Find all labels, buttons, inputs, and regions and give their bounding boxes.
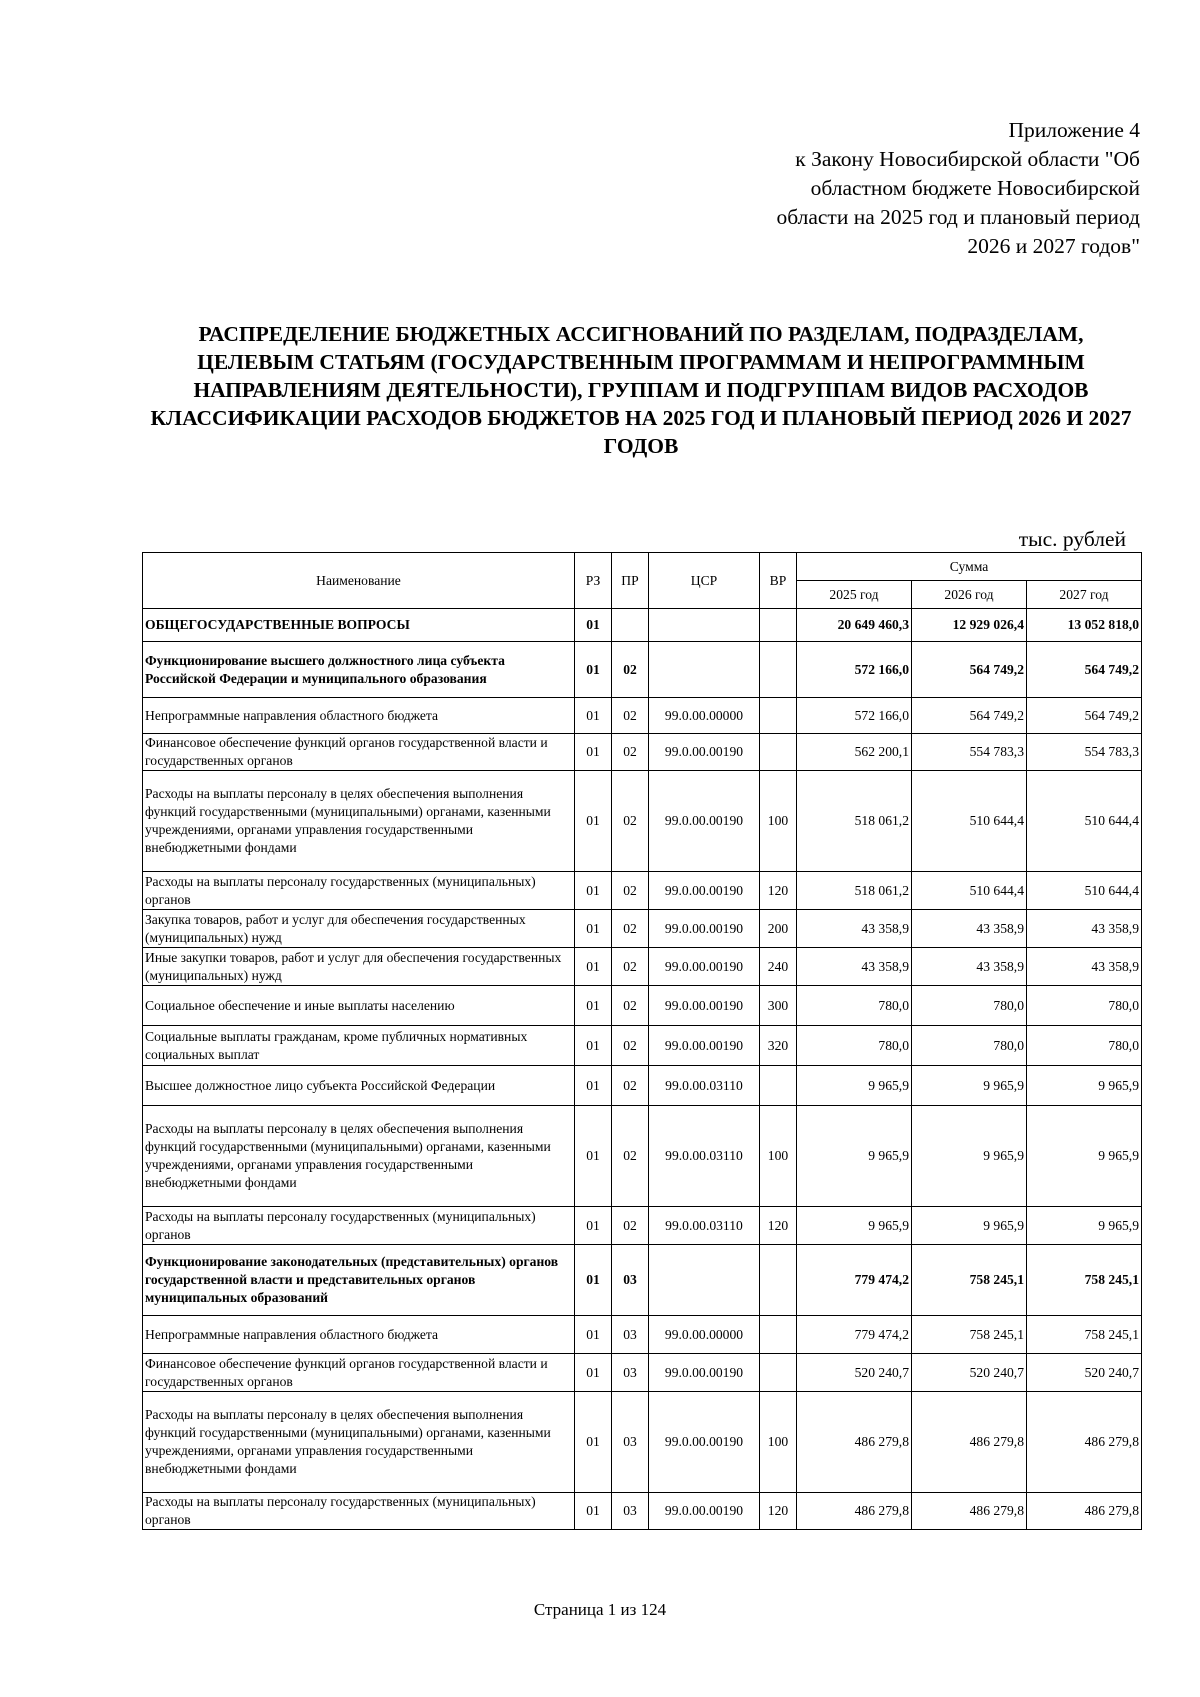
cell-v2025: 518 061,2 <box>797 771 912 872</box>
cell-name: Расходы на выплаты персоналу в целях обеспечения выполнения функций государственными (муниципальными) органами, казенными учреждениями, органами управления государственными внебюджетными фондами <box>143 1106 575 1207</box>
cell-name: Финансовое обеспечение функций органов государственной власти и государственных органов <box>143 1354 575 1392</box>
cell-pr: 02 <box>612 1106 649 1207</box>
cell-pr: 02 <box>612 948 649 986</box>
cell-v2027: 780,0 <box>1027 1026 1142 1066</box>
cell-v2027: 554 783,3 <box>1027 734 1142 771</box>
cell-csr: 99.0.00.00190 <box>649 948 760 986</box>
cell-name: Высшее должностное лицо субъекта Российской Федерации <box>143 1066 575 1106</box>
appendix-line: к Закону Новосибирской области "Об <box>795 147 1140 171</box>
cell-pr <box>612 609 649 642</box>
cell-name: Социальное обеспечение и иные выплаты населению <box>143 986 575 1026</box>
cell-csr <box>649 609 760 642</box>
cell-v2025: 779 474,2 <box>797 1245 912 1316</box>
appendix-note <box>720 116 1140 261</box>
cell-name: Финансовое обеспечение функций органов государственной власти и государственных органов <box>143 734 575 771</box>
cell-v2025: 562 200,1 <box>797 734 912 771</box>
budget-table <box>142 552 1142 1530</box>
cell-csr: 99.0.00.03110 <box>649 1106 760 1207</box>
cell-v2027: 9 965,9 <box>1027 1066 1142 1106</box>
cell-v2027: 564 749,2 <box>1027 642 1142 698</box>
header-rz: РЗ <box>575 553 612 609</box>
cell-csr <box>649 1245 760 1316</box>
document-title: РАСПРЕДЕЛЕНИЕ БЮДЖЕТНЫХ АССИГНОВАНИЙ ПО РАЗДЕЛАМ, ПОДРАЗДЕЛАМ, ЦЕЛЕВЫМ СТАТЬЯМ (ГОСУДАРСТВЕННЫМ ПРОГРАММАМ И НЕПРОГРАММНЫМ НАПРАВЛЕНИЯМ ДЕЯТЕЛЬНОСТИ), ГРУППАМ И ПОДГРУППАМ ВИДОВ РАСХОДОВ КЛАССИФИКАЦИИ РАСХОДОВ БЮДЖЕТОВ НА 2025 ГОД И ПЛАНОВЫЙ ПЕРИОД 2026 И 2027 ГОДОВ <box>150 322 1132 458</box>
cell-name: Функционирование высшего должностного лица субъекта Российской Федерации и муниципального образования <box>143 642 575 698</box>
cell-rz: 01 <box>575 1207 612 1245</box>
cell-vr <box>760 642 797 698</box>
table-row <box>143 910 1142 948</box>
cell-v2026: 43 358,9 <box>912 948 1027 986</box>
cell-v2026: 486 279,8 <box>912 1392 1027 1493</box>
header-year-2025: 2025 год <box>797 581 912 609</box>
cell-vr: 300 <box>760 986 797 1026</box>
cell-v2025: 9 965,9 <box>797 1066 912 1106</box>
cell-csr: 99.0.00.00190 <box>649 734 760 771</box>
cell-vr <box>760 1245 797 1316</box>
cell-v2027: 486 279,8 <box>1027 1493 1142 1530</box>
cell-v2027: 43 358,9 <box>1027 910 1142 948</box>
table-row <box>143 986 1142 1026</box>
cell-rz: 01 <box>575 609 612 642</box>
header-csr: ЦСР <box>649 553 760 609</box>
cell-v2027: 520 240,7 <box>1027 1354 1142 1392</box>
cell-pr: 03 <box>612 1245 649 1316</box>
cell-v2026: 564 749,2 <box>912 698 1027 734</box>
cell-name: Социальные выплаты гражданам, кроме публичных нормативных социальных выплат <box>143 1026 575 1066</box>
cell-csr: 99.0.00.00190 <box>649 1493 760 1530</box>
cell-csr: 99.0.00.00000 <box>649 698 760 734</box>
cell-pr: 02 <box>612 910 649 948</box>
cell-vr: 100 <box>760 1392 797 1493</box>
table-row <box>143 1106 1142 1207</box>
cell-v2025: 780,0 <box>797 986 912 1026</box>
cell-rz: 01 <box>575 910 612 948</box>
cell-vr <box>760 609 797 642</box>
cell-name: Закупка товаров, работ и услуг для обеспечения государственных (муниципальных) нужд <box>143 910 575 948</box>
cell-v2027: 780,0 <box>1027 986 1142 1026</box>
cell-vr: 120 <box>760 872 797 910</box>
table-row <box>143 734 1142 771</box>
cell-vr <box>760 698 797 734</box>
cell-pr: 02 <box>612 1066 649 1106</box>
cell-pr: 02 <box>612 642 649 698</box>
cell-csr <box>649 642 760 698</box>
cell-csr: 99.0.00.00000 <box>649 1316 760 1354</box>
cell-v2027: 43 358,9 <box>1027 948 1142 986</box>
cell-rz: 01 <box>575 1245 612 1316</box>
cell-vr: 100 <box>760 1106 797 1207</box>
cell-pr: 02 <box>612 698 649 734</box>
cell-rz: 01 <box>575 1493 612 1530</box>
cell-v2025: 9 965,9 <box>797 1106 912 1207</box>
cell-pr: 02 <box>612 1207 649 1245</box>
cell-pr: 02 <box>612 986 649 1026</box>
cell-v2027: 510 644,4 <box>1027 872 1142 910</box>
cell-rz: 01 <box>575 1392 612 1493</box>
cell-csr: 99.0.00.00190 <box>649 771 760 872</box>
cell-name: Расходы на выплаты персоналу государственных (муниципальных) органов <box>143 1493 575 1530</box>
cell-vr: 320 <box>760 1026 797 1066</box>
cell-vr: 240 <box>760 948 797 986</box>
cell-v2026: 9 965,9 <box>912 1207 1027 1245</box>
table-row <box>143 1493 1142 1530</box>
cell-rz: 01 <box>575 698 612 734</box>
cell-rz: 01 <box>575 642 612 698</box>
cell-name: Расходы на выплаты персоналу государственных (муниципальных) органов <box>143 1207 575 1245</box>
cell-csr: 99.0.00.00190 <box>649 1354 760 1392</box>
cell-csr: 99.0.00.00190 <box>649 910 760 948</box>
cell-vr: 200 <box>760 910 797 948</box>
appendix-line: 2026 и 2027 годов" <box>967 234 1140 258</box>
cell-csr: 99.0.00.03110 <box>649 1207 760 1245</box>
cell-name: ОБЩЕГОСУДАРСТВЕННЫЕ ВОПРОСЫ <box>143 609 575 642</box>
cell-pr: 03 <box>612 1354 649 1392</box>
cell-v2026: 9 965,9 <box>912 1066 1027 1106</box>
cell-rz: 01 <box>575 1354 612 1392</box>
appendix-line: области на 2025 год и плановый период <box>776 205 1140 229</box>
cell-v2027: 564 749,2 <box>1027 698 1142 734</box>
cell-rz: 01 <box>575 1106 612 1207</box>
cell-rz: 01 <box>575 1066 612 1106</box>
cell-name: Непрограммные направления областного бюджета <box>143 698 575 734</box>
cell-v2026: 780,0 <box>912 1026 1027 1066</box>
cell-pr: 02 <box>612 872 649 910</box>
cell-csr: 99.0.00.00190 <box>649 1392 760 1493</box>
header-pr: ПР <box>612 553 649 609</box>
table-row <box>143 1066 1142 1106</box>
cell-v2025: 780,0 <box>797 1026 912 1066</box>
cell-name: Расходы на выплаты персоналу государственных (муниципальных) органов <box>143 872 575 910</box>
cell-csr: 99.0.00.03110 <box>649 1066 760 1106</box>
cell-name: Функционирование законодательных (представительных) органов государственной власти и представительных органов муниципальных образований <box>143 1245 575 1316</box>
cell-vr: 120 <box>760 1493 797 1530</box>
table-row <box>143 872 1142 910</box>
cell-v2026: 12 929 026,4 <box>912 609 1027 642</box>
cell-v2027: 758 245,1 <box>1027 1245 1142 1316</box>
cell-v2026: 43 358,9 <box>912 910 1027 948</box>
header-year-2027: 2027 год <box>1027 581 1142 609</box>
cell-v2026: 9 965,9 <box>912 1106 1027 1207</box>
cell-v2025: 20 649 460,3 <box>797 609 912 642</box>
cell-vr: 120 <box>760 1207 797 1245</box>
table-row <box>143 1207 1142 1245</box>
table-row <box>143 1245 1142 1316</box>
appendix-line: областном бюджете Новосибирской <box>810 176 1140 200</box>
cell-v2026: 780,0 <box>912 986 1027 1026</box>
cell-v2025: 486 279,8 <box>797 1493 912 1530</box>
cell-v2025: 486 279,8 <box>797 1392 912 1493</box>
cell-rz: 01 <box>575 986 612 1026</box>
cell-v2026: 564 749,2 <box>912 642 1027 698</box>
cell-rz: 01 <box>575 734 612 771</box>
cell-v2026: 520 240,7 <box>912 1354 1027 1392</box>
cell-pr: 03 <box>612 1392 649 1493</box>
cell-vr <box>760 734 797 771</box>
cell-v2027: 13 052 818,0 <box>1027 609 1142 642</box>
cell-pr: 03 <box>612 1493 649 1530</box>
cell-pr: 02 <box>612 771 649 872</box>
table-row <box>143 642 1142 698</box>
cell-csr: 99.0.00.00190 <box>649 872 760 910</box>
table-row <box>143 1026 1142 1066</box>
table-row <box>143 1316 1142 1354</box>
appendix-line: Приложение 4 <box>1008 118 1140 142</box>
cell-v2025: 572 166,0 <box>797 642 912 698</box>
table-row <box>143 609 1142 642</box>
cell-v2026: 758 245,1 <box>912 1316 1027 1354</box>
table-row <box>143 698 1142 734</box>
cell-rz: 01 <box>575 948 612 986</box>
cell-v2025: 572 166,0 <box>797 698 912 734</box>
cell-v2027: 486 279,8 <box>1027 1392 1142 1493</box>
cell-v2026: 554 783,3 <box>912 734 1027 771</box>
cell-v2027: 758 245,1 <box>1027 1316 1142 1354</box>
cell-v2026: 758 245,1 <box>912 1245 1027 1316</box>
cell-pr: 02 <box>612 734 649 771</box>
cell-v2025: 9 965,9 <box>797 1207 912 1245</box>
cell-vr <box>760 1354 797 1392</box>
header-vr: ВР <box>760 553 797 609</box>
cell-name: Расходы на выплаты персоналу в целях обеспечения выполнения функций государственными (муниципальными) органами, казенными учреждениями, органами управления государственными внебюджетными фондами <box>143 1392 575 1493</box>
table-row <box>143 1354 1142 1392</box>
cell-v2027: 510 644,4 <box>1027 771 1142 872</box>
cell-v2025: 518 061,2 <box>797 872 912 910</box>
table-row <box>143 1392 1142 1493</box>
cell-csr: 99.0.00.00190 <box>649 986 760 1026</box>
cell-v2026: 486 279,8 <box>912 1493 1027 1530</box>
cell-v2026: 510 644,4 <box>912 771 1027 872</box>
cell-vr: 100 <box>760 771 797 872</box>
cell-name: Иные закупки товаров, работ и услуг для обеспечения государственных (муниципальных) нужд <box>143 948 575 986</box>
table-row <box>143 771 1142 872</box>
header-name: Наименование <box>143 553 575 609</box>
cell-v2025: 43 358,9 <box>797 910 912 948</box>
page-footer: Страница 1 из 124 <box>533 1600 667 1619</box>
cell-rz: 01 <box>575 872 612 910</box>
header-year-2026: 2026 год <box>912 581 1027 609</box>
header-sum: Сумма <box>797 553 1142 581</box>
cell-v2026: 510 644,4 <box>912 872 1027 910</box>
cell-pr: 03 <box>612 1316 649 1354</box>
cell-rz: 01 <box>575 1316 612 1354</box>
cell-vr <box>760 1066 797 1106</box>
cell-pr: 02 <box>612 1026 649 1066</box>
cell-csr: 99.0.00.00190 <box>649 1026 760 1066</box>
cell-v2027: 9 965,9 <box>1027 1106 1142 1207</box>
cell-rz: 01 <box>575 1026 612 1066</box>
cell-name: Расходы на выплаты персоналу в целях обеспечения выполнения функций государственными (муниципальными) органами, казенными учреждениями, органами управления государственными внебюджетными фондами <box>143 771 575 872</box>
table-row <box>143 948 1142 986</box>
header-row <box>143 553 1142 581</box>
cell-name: Непрограммные направления областного бюджета <box>143 1316 575 1354</box>
cell-v2025: 779 474,2 <box>797 1316 912 1354</box>
units-label: тыс. рублей <box>1018 527 1126 551</box>
cell-v2025: 43 358,9 <box>797 948 912 986</box>
cell-rz: 01 <box>575 771 612 872</box>
cell-vr <box>760 1316 797 1354</box>
cell-v2027: 9 965,9 <box>1027 1207 1142 1245</box>
cell-v2025: 520 240,7 <box>797 1354 912 1392</box>
